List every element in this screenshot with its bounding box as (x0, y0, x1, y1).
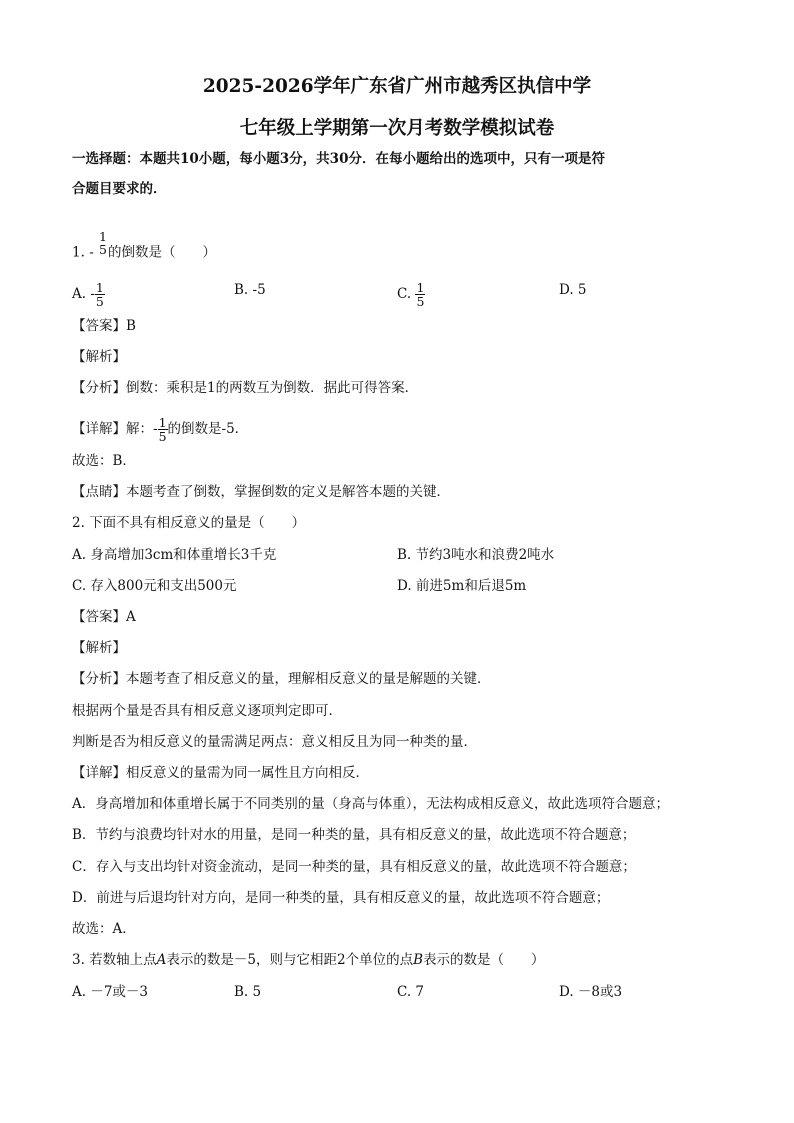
option-c-den: 5 (416, 294, 425, 309)
question-2-answer: 【答案】A (72, 609, 136, 625)
question-1-option-a (72, 281, 105, 308)
exam-title-line-1: 2025-2026学年广东省广州市越秀区执信中学 (202, 76, 592, 97)
question-2-explain-c: C．存入与支出均针对资金流动，是同一种类的量，具有相反意义的量，故此选项不符合题意； (72, 859, 636, 875)
question-3-point-b: B (413, 952, 424, 968)
question-3-point-a: A (156, 952, 167, 968)
question-3-stem-c: 表示的数是（ ） (423, 952, 545, 968)
question-2-explain-d: D．前进与后退均针对方向，是同一种类的量，具有相反意义的量，故此选项不符合题意； (72, 890, 610, 906)
question-3-stem-b: 表示的数是－5，则与它相距2个单位的点 (166, 952, 414, 968)
question-2-stem: 2. 下面不具有相反意义的量是（ ） (72, 515, 306, 531)
question-2-analysis-header: 【解析】 (72, 640, 126, 656)
question-1-detail (72, 416, 248, 443)
option-a-den: 5 (95, 294, 104, 309)
option-c-fraction (415, 281, 425, 308)
question-3-option-b: B. 5 (234, 984, 262, 1000)
question-1-option-d: D. 5 (559, 282, 587, 298)
question-1-option-b: B. -5 (234, 282, 266, 298)
option-a-num: 1 (95, 280, 104, 295)
option-c-num: 1 (416, 280, 425, 295)
question-2-explain-b: B．节约与浪费均针对水的用量，是同一种类的量，具有相反意义的量，故此选项不符合题意； (72, 827, 636, 843)
option-a-sign: - (90, 286, 95, 302)
question-1-comment: 【点睛】本题考查了倒数，掌握倒数的定义是解答本题的关键． (72, 484, 450, 500)
question-2-fenxi: 【分析】本题考查了相反意义的量，理解相反意义的量是解题的关键． (72, 671, 491, 687)
question-3-stem (72, 951, 545, 969)
question-2-option-d: D. 前进5m和后退5m (397, 578, 527, 594)
question-1-neg-sign: - (89, 244, 94, 261)
question-1-fraction-den: 5 (99, 242, 107, 257)
question-1-fraction-num: 1 (99, 229, 107, 244)
question-2-explain-a: A．身高增加和体重增长属于不同类别的量（身高与体重），无法构成相反意义，故此选项符合题意； (72, 796, 669, 812)
question-3-option-d: D. －8或3 (559, 984, 623, 1000)
exam-title-line-2: 七年级上学期第一次月考数学模拟试卷 (239, 118, 555, 139)
option-c-label: C. (397, 286, 412, 302)
section-instruction-line-1: 一选择题：本题共10小题，每小题3分，共30分．在每小题给出的选项中，只有一项是符 (72, 151, 605, 167)
question-1-stem (72, 229, 216, 266)
detail-den: 5 (158, 429, 167, 444)
question-1-stem-tail: 的倒数是（ ） (108, 244, 216, 261)
section-instruction-line-2: 合题目要求的． (72, 181, 167, 197)
question-3-stem-a: 3. 若数轴上点 (72, 952, 157, 968)
question-2-option-c: C. 存入800元和支出500元 (72, 578, 237, 594)
question-1-number: 1. (72, 244, 85, 261)
question-2-detail: 【详解】相反意义的量需为同一属性且方向相反． (72, 765, 369, 781)
question-3-option-a: A. －7或－3 (72, 984, 149, 1000)
question-2-option-a: A. 身高增加3cm和体重增长3千克 (72, 547, 277, 563)
detail-head: 【详解】解： (72, 421, 153, 437)
question-2-line-1: 根据两个量是否具有相反意义逐项判定即可． (72, 703, 342, 719)
question-2-choose: 故选：A． (72, 921, 136, 937)
detail-sign: - (153, 421, 158, 437)
question-1-choose: 故选：B． (72, 453, 136, 469)
question-2-option-b: B. 节约3吨水和浪费2吨水 (397, 547, 555, 563)
question-1-option-c (397, 281, 425, 308)
question-3-option-c: C. 7 (397, 984, 425, 1000)
question-2-line-2: 判断是否为相反意义的量需满足两点：意义相反且为同一种类的量． (72, 734, 477, 750)
question-1-analysis-header: 【解析】 (72, 349, 126, 365)
option-a-fraction (95, 281, 105, 308)
detail-num: 1 (158, 415, 167, 430)
question-1-fraction (98, 230, 108, 256)
detail-tail: 的倒数是-5． (167, 421, 249, 437)
option-a-label: A. (72, 286, 87, 302)
question-1-fenxi: 【分析】倒数：乘积是1的两数互为倒数．据此可得答案． (72, 380, 419, 396)
question-1-answer: 【答案】B (72, 318, 136, 334)
detail-fraction (158, 416, 168, 443)
